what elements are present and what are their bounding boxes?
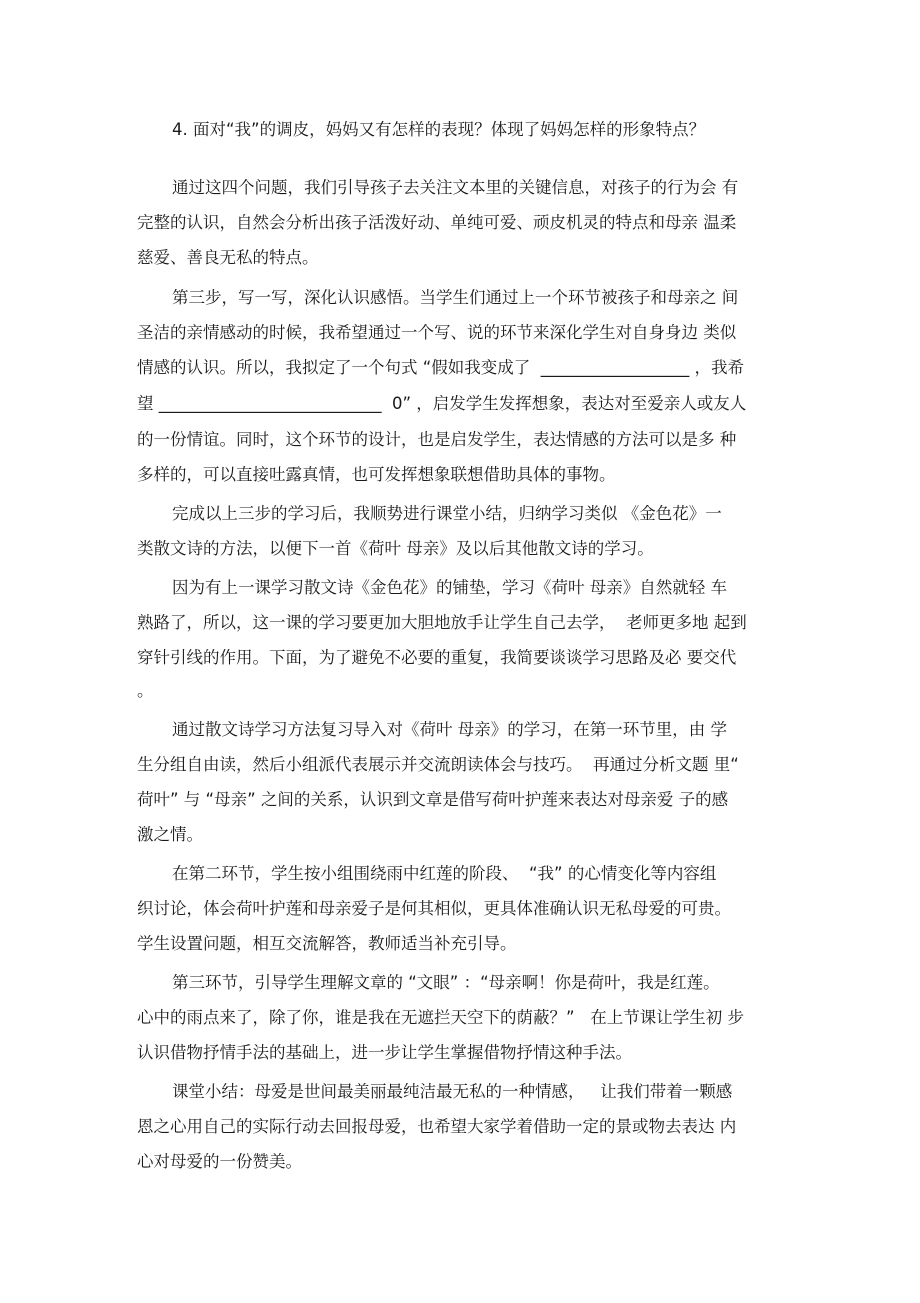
paragraph-7-line-1: 第三环节，引导学生理解文章的 “文眼” ：“母亲啊！你是荷叶，我是红莲。	[172, 973, 720, 992]
paragraph-3-line-1: 完成以上三步的学习后，我顺势进行课堂小结，归纳学习类似 《金色花》一	[172, 504, 722, 523]
paragraph-2-line-3: 情感的认识。所以，我拟定了一个句式 “假如我变成了 __________________ ，我希	[137, 358, 745, 377]
paragraph-5-line-2: 生分组自由读，然后小组派代表展示并交流朗读体会与技巧。 再通过分析文题 里“	[137, 755, 739, 774]
question-4: 4. 面对“我”的调皮，妈妈又有怎样的表现？体现了妈妈怎样的形象特点？	[172, 120, 706, 139]
paragraph-4-line-2: 熟路了，所以，这一课的学习要更加大胆地放手让学生自己去学， 老师更多地 起到	[137, 613, 747, 632]
paragraph-2-line-4: 望 ___________________________ 0” ，启发学生发挥想象，表达对至爱亲人或友人	[137, 394, 747, 413]
paragraph-1-line-3: 慈爱、善良无私的特点。	[137, 248, 319, 267]
paragraph-6-line-3: 学生设置问题，相互交流解答，教师适当补充引导。	[137, 934, 517, 953]
paragraph-5-line-1: 通过散文诗学习方法复习导入对《荷叶 母亲》的学习，在第一环节里，由 学	[172, 720, 727, 739]
paragraph-2-line-2: 圣洁的亲情感动的时候，我希望通过一个写、说的环节来深化学生对自身身边 类似	[137, 323, 737, 342]
paragraph-4-line-3: 穿针引线的作用。下面，为了避免不必要的重复，我简要谈谈学习思路及必 要交代	[137, 648, 737, 667]
paragraph-8-line-3: 心对母爱的一份赞美。	[137, 1152, 302, 1171]
paragraph-4-line-4: 。	[137, 681, 154, 700]
paragraph-7-line-3: 认识借物抒情手法的基础上，进一步让学生掌握借物抒情这种手法。	[137, 1043, 632, 1062]
paragraph-2-line-1: 第三步，写一写，深化认识感悟。当学生们通过上一个环节被孩子和母亲之 间	[172, 288, 739, 307]
paragraph-8-line-1: 课堂小结：母爱是世间最美丽最纯洁最无私的一种情感， 让我们带着一颗感	[172, 1082, 733, 1101]
paragraph-5-line-3: 荷叶” 与 “母亲” 之间的关系，认识到文章是借写荷叶护莲来表达对母亲爱 子的感	[137, 790, 729, 809]
paragraph-3-line-2: 类散文诗的方法，以便下一首《荷叶 母亲》及以后其他散文诗的学习。	[137, 539, 654, 558]
paragraph-4-line-1: 因为有上一课学习散文诗《金色花》的铺垫，学习《荷叶 母亲》自然就轻 车	[172, 578, 727, 597]
paragraph-6-line-2: 织讨论，体会荷叶护莲和母亲爱子是何其相似，更具体准确认识无私母爱的可贵。	[137, 899, 731, 918]
paragraph-1-line-2: 完整的认识，自然会分析出孩子活泼好动、单纯可爱、顽皮机灵的特点和母亲 温柔	[137, 213, 737, 232]
paragraph-1-line-1: 通过这四个问题，我们引导孩子去关注文本里的关键信息，对孩子的行为会 有	[172, 178, 739, 197]
paragraph-5-line-4: 激之情。	[137, 825, 203, 844]
paragraph-7-line-2: 心中的雨点来了，除了你，谁是我在无遮拦天空下的荫蔽？” 在上节课让学生初 步	[137, 1008, 745, 1027]
paragraph-8-line-2: 恩之心用自己的实际行动去回报母爱，也希望大家学着借助一定的景或物去表达 内	[137, 1117, 737, 1136]
paragraph-2-line-5: 的一份情谊。同时，这个环节的设计，也是启发学生，表达情感的方法可以是多 种	[137, 430, 737, 449]
paragraph-2-line-6: 多样的，可以直接吐露真情，也可发挥想象联想借助具体的事物。	[137, 465, 616, 484]
paragraph-6-line-1: 在第二环节，学生按小组围绕雨中红莲的阶段、 “我” 的心情变化等内容组	[172, 864, 717, 883]
